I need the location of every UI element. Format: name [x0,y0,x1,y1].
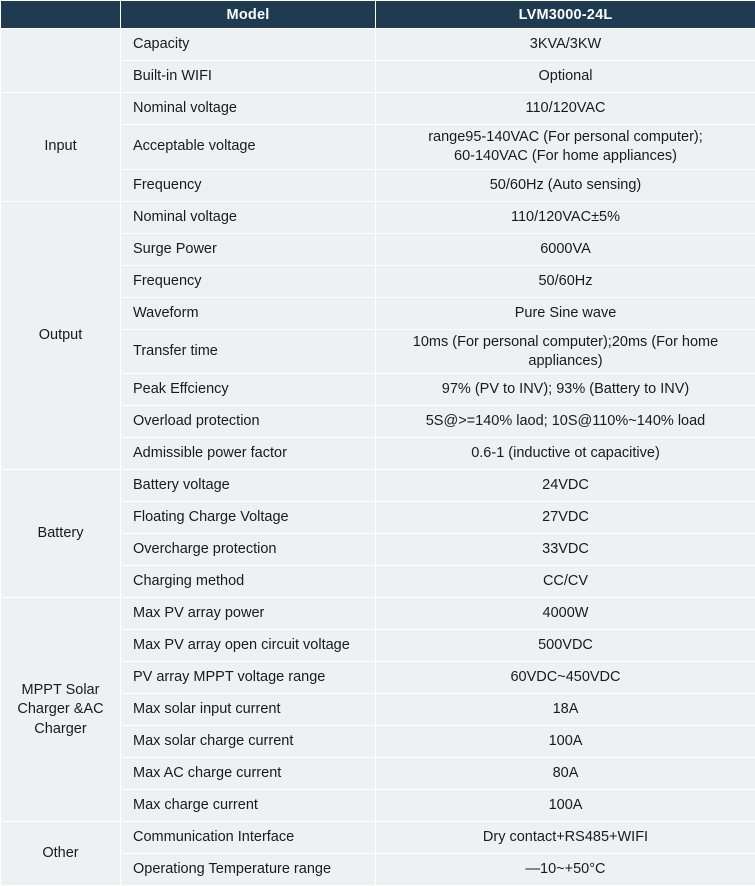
parameter-cell: Nominal voltage [121,93,376,125]
parameter-cell: Max solar charge current [121,726,376,758]
value-cell: Pure Sine wave [376,297,755,329]
value-cell: 5S@>=140% laod; 10S@110%~140% load [376,406,755,438]
header-cell-value: LVM3000-24L [376,1,755,29]
parameter-cell: Peak Effciency [121,374,376,406]
group-label-cell: MPPT Solar Charger &AC Charger [1,598,121,822]
value-cell: 97% (PV to INV); 93% (Battery to INV) [376,374,755,406]
value-cell: range95-140VAC (For personal computer); 60-140VAC (For home appliances) [376,125,755,170]
group-label-cell [1,29,121,93]
value-cell: 50/60Hz [376,265,755,297]
header-cell-model: Model [121,1,376,29]
parameter-cell: Admissible power factor [121,438,376,470]
value-cell: 500VDC [376,630,755,662]
value-cell: 3KVA/3KW [376,29,755,61]
group-label-cell: Other [1,822,121,886]
value-cell: 50/60Hz (Auto sensing) [376,169,755,201]
table-row [1,470,755,502]
header-row [1,1,755,29]
parameter-cell: Capacity [121,29,376,61]
group-label-cell: Output [1,201,121,470]
parameter-cell: Charging method [121,566,376,598]
table-row [1,93,755,125]
parameter-cell: Frequency [121,265,376,297]
parameter-cell: Transfer time [121,329,376,374]
table-body [1,29,755,886]
parameter-cell: Max solar input current [121,694,376,726]
parameter-cell: Floating Charge Voltage [121,502,376,534]
table-row [1,29,755,61]
value-cell: 60VDC~450VDC [376,662,755,694]
value-cell: 33VDC [376,534,755,566]
value-cell: Optional [376,61,755,93]
value-cell: 6000VA [376,233,755,265]
parameter-cell: Operationg Temperature range [121,854,376,886]
value-cell: 80A [376,758,755,790]
parameter-cell: Waveform [121,297,376,329]
parameter-cell: Overload protection [121,406,376,438]
value-cell: —10~+50°C [376,854,755,886]
parameter-cell: Acceptable voltage [121,125,376,170]
value-cell: 110/120VAC [376,93,755,125]
parameter-cell: Nominal voltage [121,201,376,233]
value-cell: 18A [376,694,755,726]
value-cell: 0.6-1 (inductive ot capacitive) [376,438,755,470]
value-cell: Dry contact+RS485+WIFI [376,822,755,854]
parameter-cell: Max PV array power [121,598,376,630]
table-header [1,1,755,29]
parameter-cell: Battery voltage [121,470,376,502]
table-row [1,822,755,854]
table-row [1,201,755,233]
group-label-cell: Battery [1,470,121,598]
value-cell: 110/120VAC±5% [376,201,755,233]
parameter-cell: Max AC charge current [121,758,376,790]
header-cell-blank [1,1,121,29]
parameter-cell: Built-in WIFI [121,61,376,93]
group-label-cell: Input [1,93,121,202]
parameter-cell: Max charge current [121,790,376,822]
parameter-cell: Communication Interface [121,822,376,854]
parameter-cell: Overcharge protection [121,534,376,566]
value-cell: 10ms (For personal computer);20ms (For home appliances) [376,329,755,374]
value-cell: 100A [376,726,755,758]
value-cell: 100A [376,790,755,822]
value-cell: 4000W [376,598,755,630]
parameter-cell: Frequency [121,169,376,201]
parameter-cell: Surge Power [121,233,376,265]
value-cell: 24VDC [376,470,755,502]
parameter-cell: PV array MPPT voltage range [121,662,376,694]
table-row [1,598,755,630]
parameter-cell: Max PV array open circuit voltage [121,630,376,662]
value-cell: CC/CV [376,566,755,598]
value-cell: 27VDC [376,502,755,534]
